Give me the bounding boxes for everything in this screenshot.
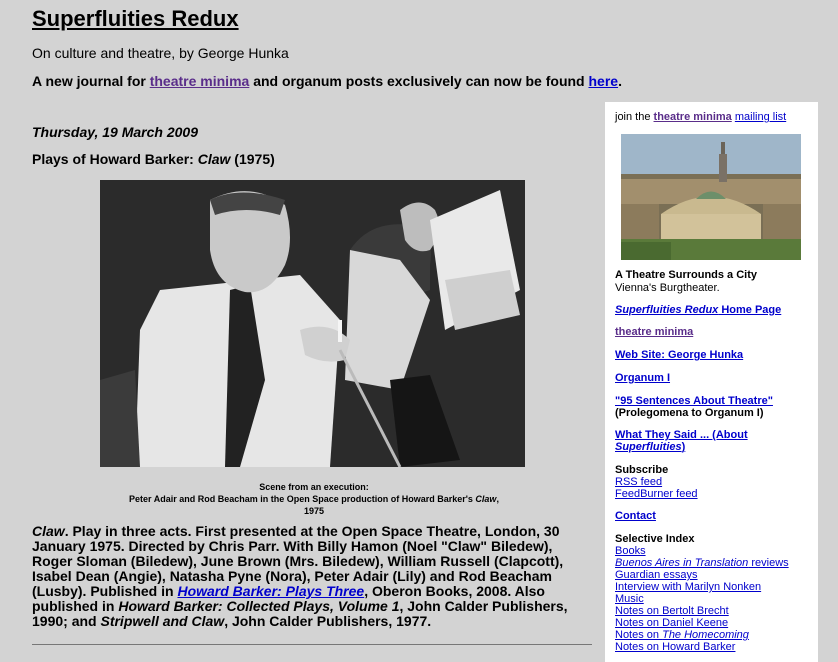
index-music-link[interactable]: Music <box>615 593 644 605</box>
index-guardian-link[interactable]: Guardian essays <box>615 569 698 581</box>
photo-caption <box>64 481 564 517</box>
post-title-text: Plays of Howard Barker: <box>32 151 198 167</box>
list-item <box>615 569 789 581</box>
mailing-list-link[interactable]: mailing list <box>734 111 787 123</box>
what-they-said-link[interactable] <box>615 429 748 453</box>
what-text: ) <box>681 441 686 453</box>
post-body <box>32 524 592 629</box>
prolegomena-text: (Prolegomena to Organum I) <box>615 407 764 419</box>
caption-line: Scene from an execution: <box>259 482 369 492</box>
buenos-text: reviews <box>748 557 789 569</box>
burgtheater-image <box>621 134 801 260</box>
announce-text: A new journal for <box>32 73 150 89</box>
home-text: Home Page <box>718 304 782 316</box>
join-theatre-minima-link[interactable]: theatre minima <box>653 111 732 123</box>
sentences-link[interactable]: "95 Sentences About Theatre" <box>615 395 773 407</box>
homecoming-text: Notes on <box>615 629 663 641</box>
index-buenos-link[interactable] <box>615 557 789 569</box>
index-interview-link[interactable]: Interview with Marilyn Nonken <box>615 581 762 593</box>
post-divider <box>32 644 592 645</box>
caption-italic: Claw <box>475 494 497 504</box>
subscribe-heading: Subscribe <box>615 464 669 476</box>
list-item <box>615 593 789 605</box>
image-subtitle: Vienna's Burgtheater. <box>615 282 720 294</box>
what-italic: Superfluities <box>615 441 682 453</box>
sidebar <box>605 102 818 662</box>
caption-line <box>64 493 564 505</box>
body-italic: Claw <box>32 523 65 539</box>
theatre-minima-link[interactable]: theatre minima <box>149 73 250 89</box>
index-brecht-link[interactable]: Notes on Bertolt Brecht <box>615 605 729 617</box>
body-text: , Oberon Books, 2008. Also published in <box>32 583 545 614</box>
index-homecoming-link[interactable] <box>615 629 749 641</box>
post-title <box>32 151 275 167</box>
index-books-link[interactable]: Books <box>615 545 646 557</box>
body-text: , John Calder Publishers, 1977. <box>224 613 432 629</box>
link-italic: Howard Barker: Plays Three <box>177 583 365 599</box>
list-item <box>615 557 789 569</box>
announce-text: . <box>618 73 622 89</box>
body-text: , John Calder Publishers, 1990; and <box>32 598 568 629</box>
join-text: join the <box>615 111 654 123</box>
post-title-italic: Claw <box>197 151 231 167</box>
list-item <box>615 581 789 593</box>
index-keene-link[interactable]: Notes on Daniel Keene <box>615 617 729 629</box>
image-title: A Theatre Surrounds a City <box>615 269 758 281</box>
caption-text: Peter Adair and Rod Beacham in the Open Space production of Howard Barker's <box>129 494 476 504</box>
announce-text: and organum posts exclusively can now be found <box>249 73 589 89</box>
here-link[interactable]: here <box>588 73 619 89</box>
home-italic: Superfluities Redux <box>615 304 719 316</box>
list-item <box>615 605 789 617</box>
home-page-link[interactable] <box>615 304 781 316</box>
list-item <box>615 641 789 653</box>
site-tagline: On culture and theatre, by George Hunka <box>32 45 289 61</box>
list-item <box>615 545 789 557</box>
body-italic: Stripwell and Claw <box>100 613 225 629</box>
production-photo-image <box>100 180 525 467</box>
caption-line: 1975 <box>303 506 325 516</box>
production-photo <box>100 180 525 467</box>
website-link[interactable]: Web Site: George Hunka <box>615 349 744 361</box>
buenos-italic: Buenos Aires in Translation <box>615 557 749 569</box>
index-heading: Selective Index <box>615 533 695 545</box>
mailing-list-line <box>615 111 786 123</box>
plays-three-link[interactable] <box>177 583 364 599</box>
post-date: Thursday, 19 March 2009 <box>32 124 199 140</box>
contact-link[interactable]: Contact <box>615 510 656 522</box>
index-list <box>615 545 789 653</box>
index-barker-link[interactable]: Notes on Howard Barker <box>615 641 736 653</box>
post-title-text: (1975) <box>230 151 275 167</box>
site-title[interactable]: Superfluities Redux <box>32 6 239 31</box>
announcement <box>32 73 622 89</box>
organum-link[interactable]: Organum I <box>615 372 671 384</box>
homecoming-italic: The Homecoming <box>662 629 749 641</box>
list-item <box>615 629 789 641</box>
body-italic: Howard Barker: Collected Plays, Volume 1 <box>118 598 400 614</box>
what-text: What They Said ... (About <box>615 429 748 441</box>
body-text: . Play in three acts. First presented at the Open Space Theatre, London, 30 January 1975. Directed by Chris Parr. With Billy Hamon (Noel "Claw" Biledew), Roger Sloman (Biledew), June Brown (Mrs. Biledew), William Russell (Clapcott), Isabel Dean (Angie), Natasha Pyne (Nora), Peter Adair (Lily) and Rod Beacham (Lusby). Published in <box>32 523 564 599</box>
feedburner-link[interactable]: FeedBurner feed <box>615 488 698 500</box>
caption-text: , <box>496 494 499 504</box>
list-item <box>615 617 789 629</box>
burgtheater-image-svg <box>621 134 801 260</box>
theatre-minima-sidebar-link[interactable]: theatre minima <box>615 326 694 338</box>
rss-link[interactable]: RSS feed <box>615 476 663 488</box>
